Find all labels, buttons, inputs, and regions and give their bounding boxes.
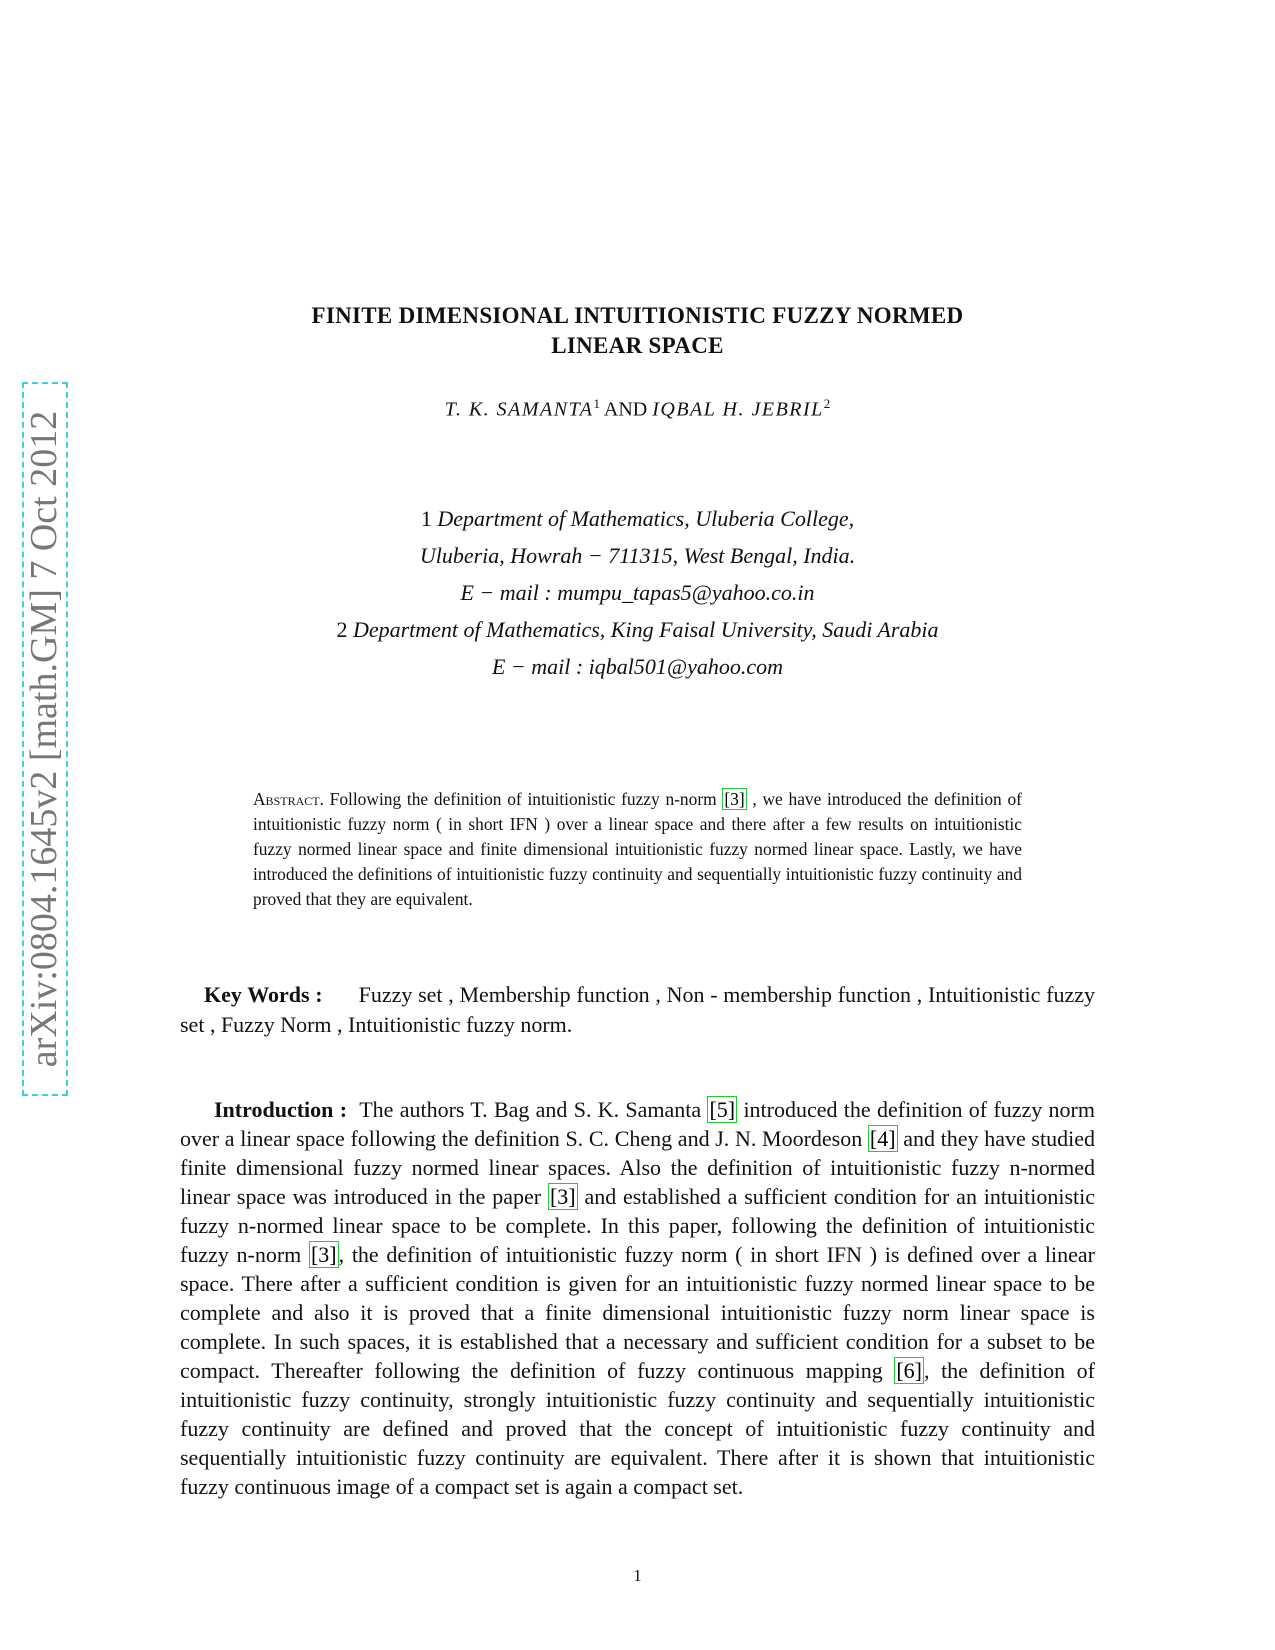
abstract [253, 787, 1022, 912]
affiliation-2: 2 Department of Mathematics, King Faisal University, Saudi Arabia [336, 617, 939, 642]
author-conjunction: AND [603, 398, 648, 421]
citation-link[interactable]: [3] [310, 1242, 337, 1267]
keywords-label: Key Words : [204, 982, 323, 1007]
page-number: 1 [633, 1566, 642, 1585]
affiliation-1-email: E − mail : mumpu_tapas5@yahoo.co.in [460, 580, 815, 605]
abstract-label: Abstract. [253, 789, 324, 809]
citation-link[interactable]: [5] [709, 1097, 736, 1122]
paper-title [180, 301, 1095, 361]
abstract-text-1: Following the definition of intuitionistic fuzzy n-norm [329, 789, 717, 809]
citation-link[interactable]: [3] [724, 789, 745, 809]
affiliation-1: 1 Department of Mathematics, Uluberia College, [420, 506, 855, 531]
affiliation-2-email: E − mail : iqbal501@yahoo.com [491, 654, 784, 679]
author-1-marker: 1 [593, 396, 600, 411]
author-1: T. K. SAMANTA [444, 398, 594, 421]
author-2-marker: 2 [823, 396, 831, 411]
affiliation-2-number: 2 [336, 617, 348, 642]
citation-link[interactable]: [4] [869, 1126, 896, 1151]
introduction-label: Introduction : [214, 1097, 348, 1122]
author-2: IQBAL H. JEBRIL [652, 398, 824, 421]
title-line-1: FINITE DIMENSIONAL INTUITIONISTIC FUZZY NORMED [311, 303, 964, 328]
citation-link[interactable]: [6] [896, 1358, 922, 1383]
affiliation-1-address: Uluberia, Howrah − 711315, West Bengal, India. [419, 543, 856, 568]
arxiv-identifier[interactable]: arXiv:0804.1645v2 [math.GM] 7 Oct 2012 [23, 410, 65, 1068]
affiliation-1-number: 1 [420, 506, 432, 531]
abstract-text-2: , we have introduced the definition of intuitionistic fuzzy norm ( in short IFN ) over a linear space and there after a few results on intuitionistic fuzzy normed linear space and finite dimensional intuitionistic fuzzy normed linear space. Lastly, we have introduced the definitions of intuitionistic fuzzy continuity and sequentially intuitionistic fuzzy continuity and proved that they are equivalent. [253, 789, 1022, 909]
title-line-2: LINEAR SPACE [551, 333, 724, 358]
keywords-text: Fuzzy set , Membership function , Non - membership function , Intuitionistic fuzzy set , Fuzzy Norm , Intuitionistic fuzzy norm. [180, 982, 1095, 1037]
introduction: Introduction : The authors T. Bag and S. K. Samanta [5] introduced the definition of fuzzy norm over a linear space following the definition S. C. Cheng and J. N. Moordeson [4] and they have studied finite dimensional fuzzy normed linear spaces. Also the definition of intuitionistic fuzzy n-normed linear space was introduced in the paper [3] and established a sufficient condition for an intuitionistic fuzzy n-normed linear space to be complete. In this paper, following the definition of intuitionistic fuzzy n-norm [3], the definition of intuitionistic fuzzy norm ( in short IFN ) is defined over a linear space. There after a sufficient condition is given for an intuitionistic fuzzy normed linear space to be complete and also it is proved that a finite dimensional intuitionistic fuzzy norm linear space is complete. In such spaces, it is established that a necessary and sufficient condition for a subset to be compact. Thereafter following the definition of fuzzy continuous mapping [6], the definition of intuitionistic fuzzy continuity, strongly intuitionistic fuzzy continuity and sequentially intuitionistic fuzzy continuity are defined and proved that the concept of intuitionistic fuzzy continuity and sequentially intuitionistic fuzzy continuity are equivalent. There after it is shown that intuitionistic fuzzy continuous image of a compact set is again a compact set. [180, 1097, 1096, 1499]
affiliations [180, 500, 1095, 685]
keywords [180, 980, 1095, 1040]
citation-link[interactable]: [3] [549, 1184, 576, 1209]
author-line [180, 396, 1095, 422]
